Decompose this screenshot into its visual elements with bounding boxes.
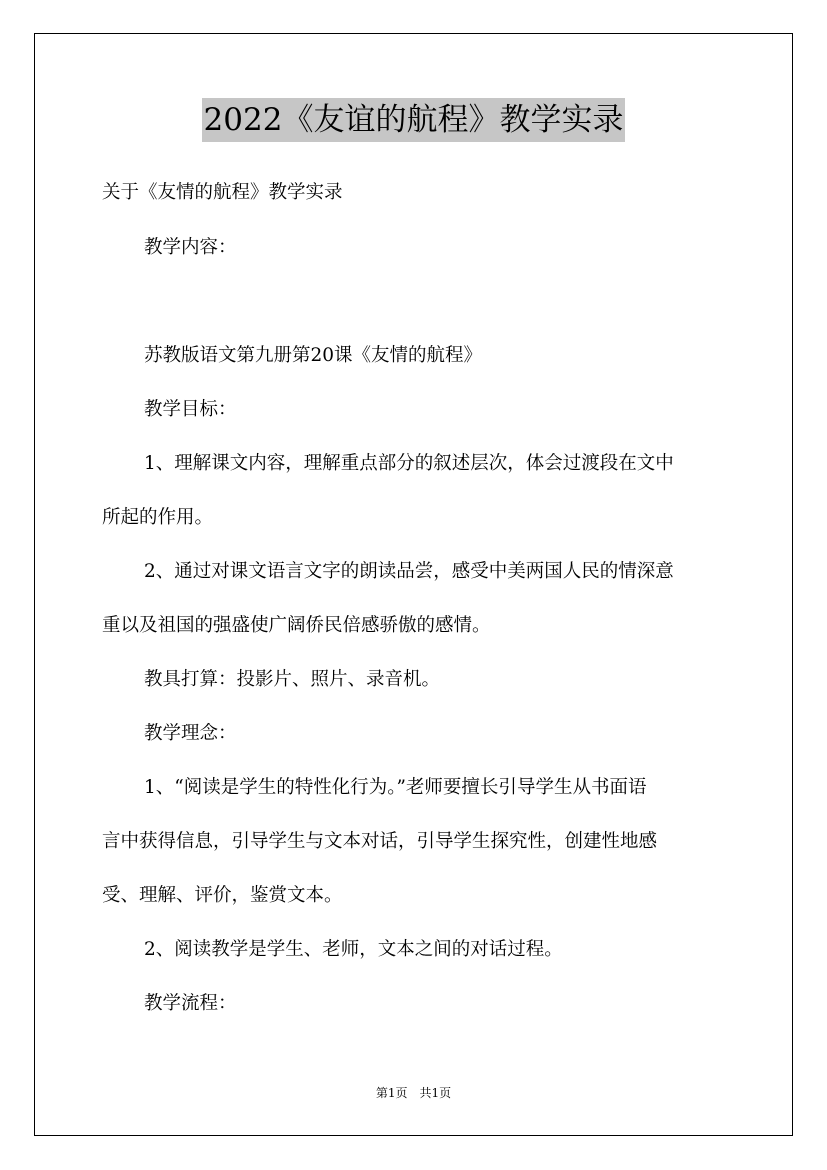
paragraph-line: 所起的作用。 (102, 507, 214, 528)
paragraph-line: 1、“阅读是学生的特性化行为。”老师要擅长引导学生从书面语 (144, 777, 647, 798)
page-total: 共1页 (419, 1086, 452, 1100)
paragraph-line: 言中获得信息，引导学生与文本对话，引导学生探究性，创建性地感 (102, 831, 658, 852)
paragraph-line: 重以及祖国的强盛使广阔侨民倍感骄傲的感情。 (102, 615, 491, 636)
intro-line: 关于《友情的航程》教学实录 (102, 182, 343, 203)
paragraph-line: 2、阅读教学是学生、老师，文本之间的对话过程。 (144, 939, 563, 960)
page-number: 第1页 (375, 1086, 408, 1100)
document-title: 2022《友谊的航程》教学实录 (202, 98, 626, 142)
section-heading-content: 教学内容： (144, 237, 237, 258)
section-heading-process: 教学流程： (144, 993, 237, 1014)
paragraph-line: 教具打算：投影片、照片、录音机。 (144, 669, 441, 690)
section-heading-philosophy: 教学理念： (144, 723, 237, 744)
paragraph-line: 受、理解、评价，鉴赏文本。 (102, 885, 343, 906)
section-heading-goals: 教学目标： (144, 399, 237, 420)
paragraph-line: 2、通过对课文语言文字的朗读品尝，感受中美两国人民的情深意 (144, 561, 674, 582)
document-title-wrapper (0, 98, 827, 142)
paragraph-line: 苏教版语文第九册第20课《友情的航程》 (144, 345, 483, 366)
paragraph-line: 1、理解课文内容，理解重点部分的叙述层次，体会过渡段在文中 (144, 453, 674, 474)
page-footer (0, 1084, 827, 1101)
